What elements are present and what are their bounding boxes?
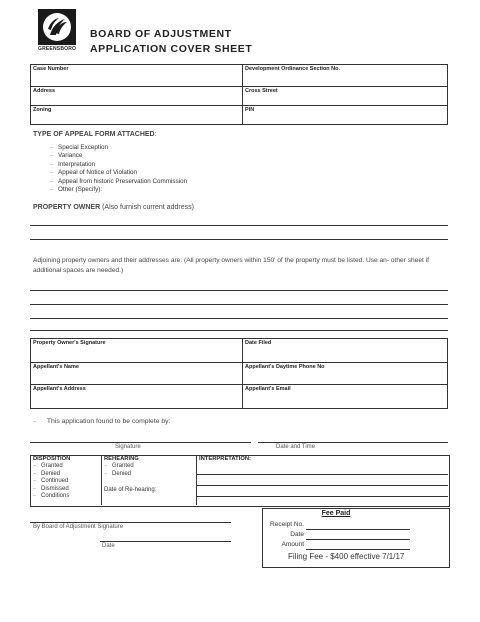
property-owner-heading — [33, 204, 194, 211]
disposition-option-label: Conditions — [41, 493, 70, 500]
rehearing-date-label: Date of Re-hearing: — [104, 487, 157, 493]
rehearing-option[interactable] — [104, 463, 134, 471]
zoning-field[interactable] — [31, 106, 243, 125]
checkbox-icon: – — [33, 419, 37, 425]
checkbox-icon: – — [50, 178, 54, 185]
disposition-option[interactable] — [33, 471, 69, 479]
pin-field[interactable] — [243, 106, 448, 125]
appeal-heading — [33, 131, 157, 138]
owner-signature-label: Property Owner's Signature — [33, 340, 106, 346]
rehearing-heading: REHEARING — [104, 456, 139, 462]
complete-date-label: Date and Time — [276, 444, 316, 450]
appeal-option[interactable] — [50, 178, 187, 186]
adjoining-line-2[interactable] — [30, 304, 448, 305]
ordinance-section-label: Development Ordinance Section No. — [245, 66, 341, 72]
zoning-label: Zoning — [33, 107, 52, 113]
checkbox-icon: – — [33, 493, 37, 500]
disposition-option-label: Continued — [41, 478, 69, 485]
adjoining-line-1[interactable] — [30, 290, 448, 291]
rehearing-option-label: Granted — [112, 463, 134, 469]
disposition-option[interactable] — [33, 463, 69, 471]
address-label: Address — [33, 88, 56, 94]
receipt-line[interactable] — [306, 529, 410, 530]
fee-paid-heading: Fee Paid — [321, 510, 351, 517]
checkbox-icon: – — [104, 470, 108, 477]
appeal-option[interactable] — [50, 161, 187, 169]
appeal-option-label: Variance — [58, 152, 83, 160]
case-number-label: Case Number — [33, 66, 69, 72]
address-field[interactable] — [31, 87, 243, 106]
complete-signature-label: Signature — [115, 444, 141, 450]
appellant-email-field[interactable] — [243, 385, 448, 409]
cross-street-field[interactable] — [243, 87, 448, 106]
rehearing-option[interactable] — [104, 471, 134, 479]
checkbox-icon: – — [33, 463, 37, 469]
form-title-line1: BOARD OF ADJUSTMENT — [90, 28, 232, 40]
divider — [196, 455, 197, 505]
complete-text: This application found to be complete by: — [46, 418, 171, 425]
disposition-options — [33, 463, 69, 501]
appeal-option-label: Appeal from historic Preservation Commission — [58, 177, 188, 185]
appeal-option[interactable] — [50, 152, 187, 160]
fee-date-line[interactable] — [306, 539, 410, 540]
disposition-block — [30, 455, 450, 507]
cross-street-label: Cross Street — [245, 88, 278, 94]
appellant-grid — [30, 338, 448, 409]
checkbox-icon: – — [104, 463, 108, 469]
appellant-name-field[interactable] — [31, 363, 243, 385]
owner-line-2[interactable] — [30, 239, 448, 240]
board-signature-label: By Board of Adjustment Signature — [33, 524, 124, 530]
adjoining-line-3[interactable] — [30, 318, 448, 319]
appellant-phone-field[interactable] — [243, 363, 448, 385]
checkbox-icon: – — [50, 187, 54, 194]
adjoining-owners-text: Adjoining property owners and their addresses are: (All property owners within 150' of the property must be listed. Use an- other sheet if additional spaces are needed.) — [33, 257, 429, 274]
board-signature-line[interactable] — [30, 522, 231, 523]
board-date-line[interactable] — [100, 541, 231, 542]
logo-label: GREENSBORO — [38, 46, 77, 52]
appeal-option[interactable] — [50, 186, 187, 194]
disposition-option-label: Denied — [41, 470, 61, 477]
divider — [101, 455, 102, 505]
appellant-phone-label: Appellant's Daytime Phone No — [245, 364, 325, 370]
checkbox-icon: – — [50, 161, 54, 168]
board-date-label: Date — [102, 543, 115, 549]
owner-line-1[interactable] — [30, 225, 448, 226]
appellant-name-label: Appellant's Name — [33, 364, 79, 370]
disposition-option-label: Granted — [41, 463, 63, 469]
checkbox-icon: – — [33, 485, 37, 492]
complete-date-line[interactable] — [258, 442, 448, 443]
appeal-heading-colon: : — [154, 131, 157, 138]
appeal-options-list — [50, 144, 187, 194]
appellant-address-label: Appellant's Address — [33, 386, 86, 392]
case-number-field[interactable] — [31, 65, 243, 87]
checkbox-icon: – — [33, 478, 37, 485]
filing-fee-text: Filing Fee - $400 effective 7/1/17 — [288, 552, 405, 561]
disposition-option[interactable] — [33, 486, 69, 494]
interpretation-heading: INTERPRETATION: — [199, 456, 251, 462]
appeal-option[interactable] — [50, 169, 187, 177]
property-owner-note: (Also furnish current address) — [100, 204, 194, 211]
disposition-option[interactable] — [33, 493, 69, 501]
rehearing-options — [104, 463, 134, 478]
checkbox-icon: – — [33, 470, 37, 477]
appeal-option-label: Special Exception — [58, 144, 109, 151]
rehearing-option-label: Denied — [112, 470, 132, 477]
case-info-grid — [30, 64, 448, 125]
appeal-option-label: Interpretation — [58, 160, 96, 168]
pin-label: PIN — [245, 107, 255, 113]
appellant-email-label: Appellant's Email — [245, 386, 291, 392]
amount-label: Amount — [281, 541, 304, 548]
checkbox-icon: – — [50, 145, 54, 151]
fee-date-label: Date — [290, 531, 304, 538]
disposition-option-label: Dismissed — [41, 485, 69, 492]
appeal-option-label: Appeal of Notice of Violation — [58, 169, 137, 177]
interpretation-line-3[interactable] — [196, 496, 448, 497]
ordinance-section-field[interactable] — [243, 65, 448, 87]
complete-signature-line[interactable] — [30, 442, 251, 443]
date-filed-field[interactable] — [243, 339, 448, 363]
checkbox-icon: – — [50, 170, 54, 177]
interpretation-line-2[interactable] — [196, 485, 448, 486]
appeal-option-label: Other (Specify): — [58, 186, 103, 194]
greensboro-logo — [38, 9, 76, 53]
disposition-option[interactable] — [33, 478, 69, 486]
complete-check[interactable] — [33, 418, 170, 425]
appeal-option[interactable] — [50, 144, 187, 152]
form-title-line2: APPLICATION COVER SHEET — [90, 43, 253, 55]
appellant-address-field[interactable] — [31, 385, 243, 409]
disposition-heading: DISPOSITION — [33, 456, 71, 462]
date-filed-label: Date Filed — [245, 340, 272, 346]
checkbox-icon: – — [50, 153, 54, 160]
property-owner-heading-text: PROPERTY OWNER — [33, 204, 101, 211]
amount-line[interactable] — [306, 549, 410, 550]
appeal-heading-text: TYPE OF APPEAL FORM ATTACHED — [33, 131, 155, 138]
receipt-label: Receipt No. — [270, 521, 304, 528]
interpretation-line-1[interactable] — [196, 474, 448, 475]
owner-signature-field[interactable] — [31, 339, 243, 363]
adjoining-line-4[interactable] — [30, 330, 448, 331]
